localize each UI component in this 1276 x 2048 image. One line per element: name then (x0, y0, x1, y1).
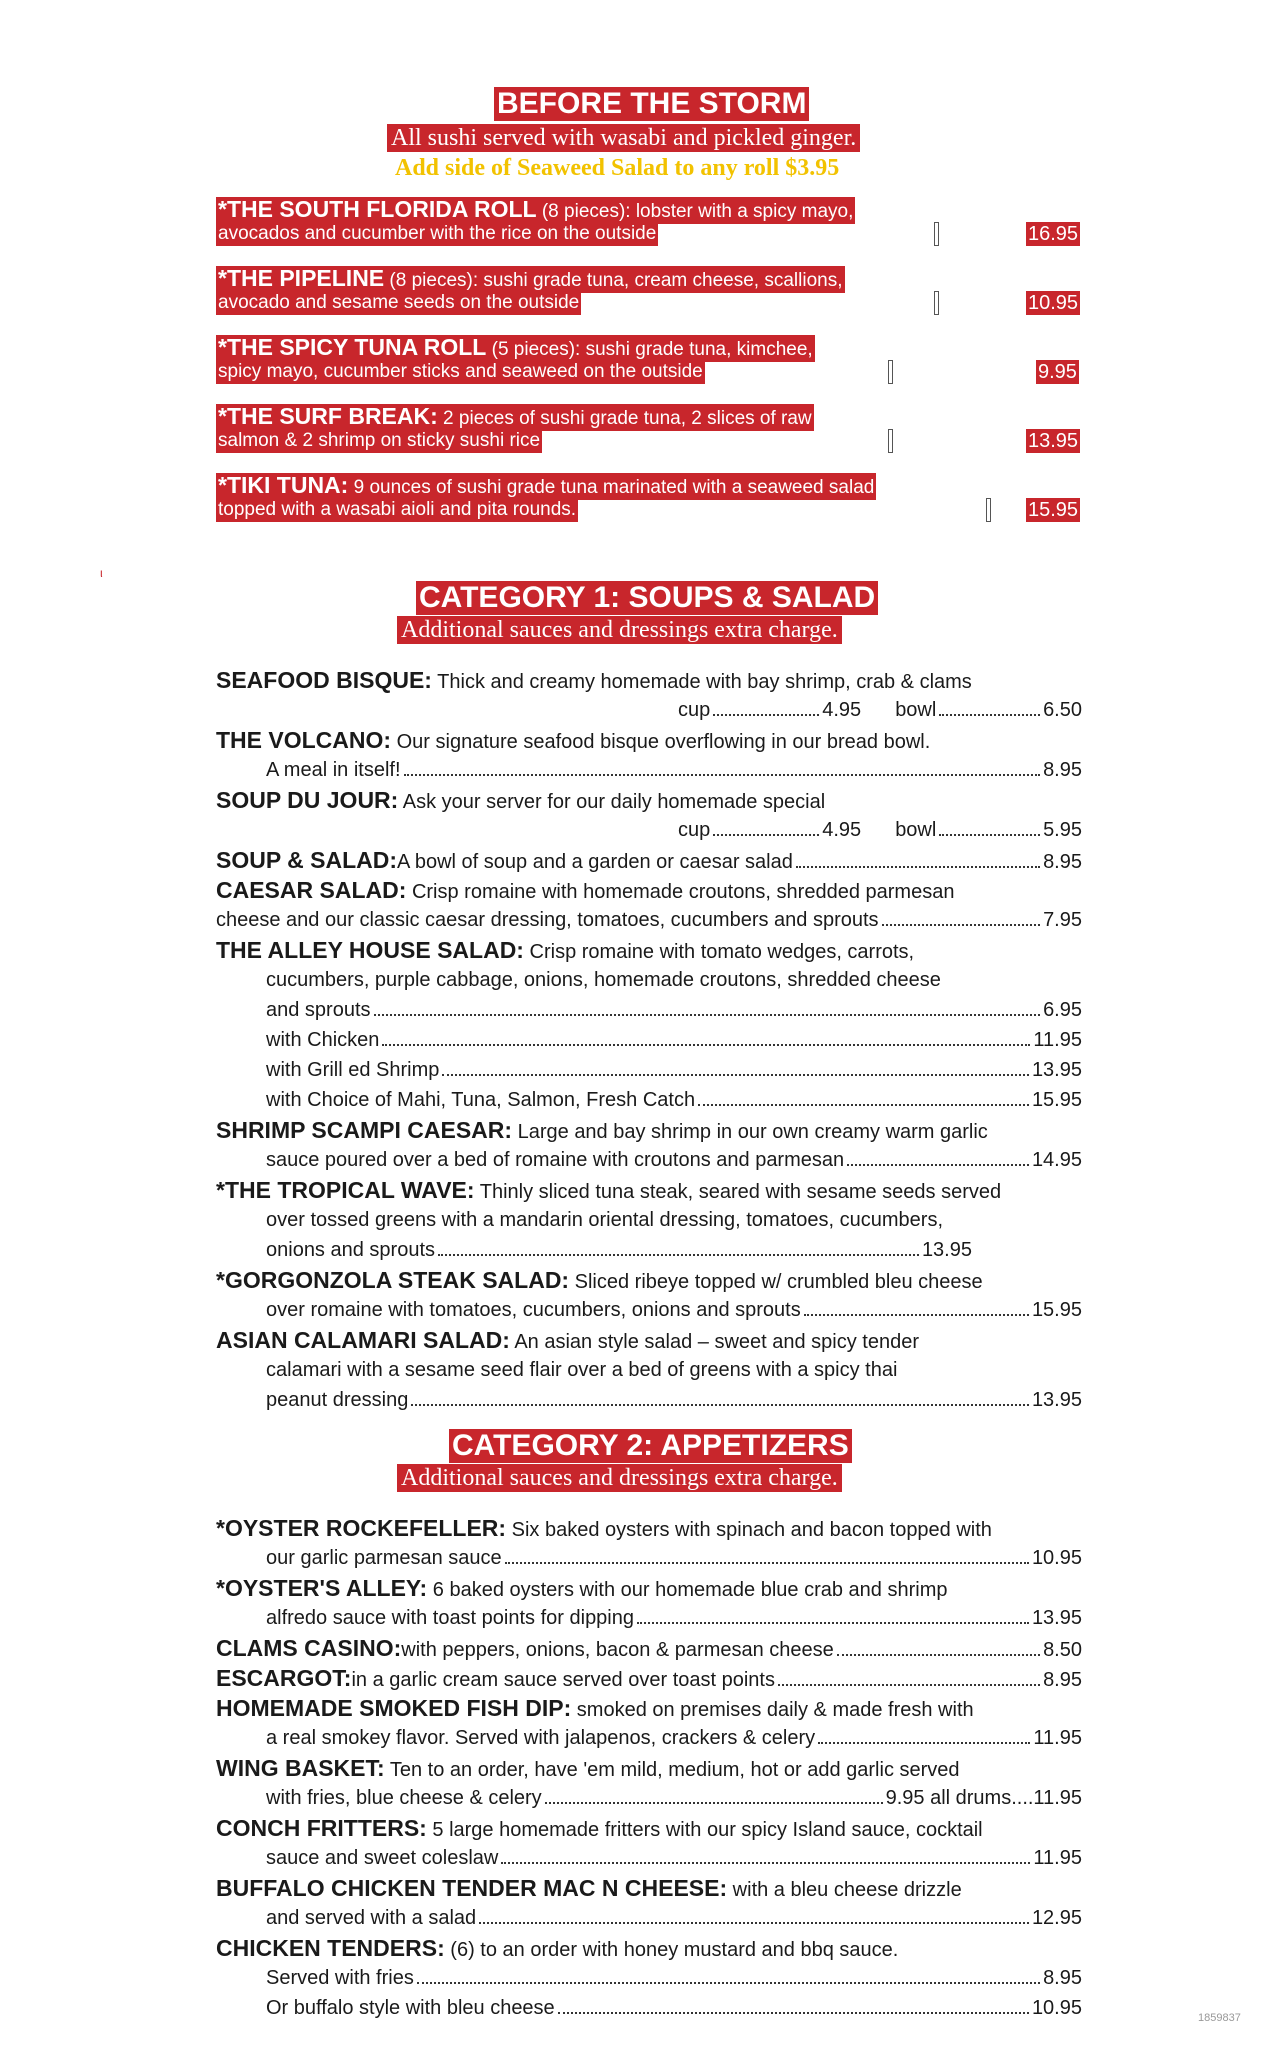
item-price: 12.95 (1031, 1907, 1082, 1929)
menu-item-alley-house (216, 935, 1082, 1115)
item-desc: (5 pieces): sushi grade tuna, kimchee, (486, 339, 813, 360)
tick-mark (986, 498, 991, 522)
option-row (216, 1085, 1082, 1115)
item-price: 6.95 (1043, 999, 1082, 1021)
list-item (216, 403, 814, 451)
item-desc-line2: cheese and our classic caesar dressing, tomatoes, cucumbers and sprouts (216, 909, 879, 931)
menu-item-escargot (216, 1663, 1082, 1693)
item-desc-line2: sauce poured over a bed of romaine with croutons and parmesan (266, 1149, 845, 1171)
item-price: 13.95 (1028, 430, 1079, 452)
menu-item-wing-basket (216, 1753, 1082, 1813)
item-name: *THE SPICY TUNA ROLL (218, 334, 487, 360)
item-name: SHRIMP SCAMPI CAESAR: (216, 1117, 513, 1143)
item-desc-line2: topped with a wasabi aioli and pita rounds. (218, 499, 577, 520)
bowl-label: bowl (895, 699, 937, 721)
item-name: ASIAN CALAMARI SALAD: (216, 1327, 510, 1353)
item-desc: 5 large homemade fritters with our spicy Island sauce, cocktail (426, 1819, 983, 1841)
option-price: 13.95 (1031, 1059, 1082, 1081)
item-desc: Thick and creamy homemade with bay shrimp, crab & clams (431, 671, 972, 693)
item-desc-line2: A meal in itself! (266, 759, 401, 781)
cup-price: 4.95 (822, 819, 862, 841)
option-label: with Choice of Mahi, Tuna, Salmon, Fresh Catch (266, 1089, 696, 1111)
item-price: 16.95 (1028, 223, 1079, 245)
item-price: 11.95 (1033, 1847, 1082, 1869)
menu-item-tropical-wave (216, 1175, 1082, 1265)
cup-label: cup (678, 819, 711, 841)
item-desc: Thinly sliced tuna steak, seared with sesame seeds served (474, 1181, 1002, 1203)
menu-item-oyster-rockefeller (216, 1513, 1082, 1573)
item-name: SOUP DU JOUR: (216, 787, 399, 813)
tick-mark (888, 429, 893, 453)
item-price: 7.95 (1043, 909, 1082, 931)
item-price: 11.95 (1033, 1727, 1082, 1749)
item-desc-line3: and sprouts (266, 999, 371, 1021)
item-desc-line2: alfredo sauce with toast points for dipping (266, 1607, 634, 1629)
item-desc: 9 ounces of sushi grade tuna marinated with a seaweed salad (348, 477, 875, 498)
item-name: *THE TROPICAL WAVE: (216, 1177, 475, 1203)
item-desc: smoked on premises daily & made fresh with (571, 1699, 974, 1721)
item-desc-line3: peanut dressing (266, 1389, 409, 1411)
item-price: 15.95 (1031, 1299, 1082, 1321)
storm-subtitle: All sushi served with wasabi and pickled ginger. (387, 124, 860, 152)
item-desc: 2 pieces of sushi grade tuna, 2 slices of raw (437, 408, 812, 429)
item-desc-line3: onions and sprouts (266, 1239, 436, 1261)
item-desc-line2: cucumbers, purple cabbage, onions, homemade croutons, shredded cheese (266, 969, 941, 991)
item-desc-line2: avocado and sesame seeds on the outside (218, 292, 580, 313)
menu-item-conch-fritters (216, 1813, 1082, 1873)
item-desc: Ask your server for our daily homemade special (398, 791, 826, 813)
seaweed-promo: Add side of Seaweed Salad to any roll $3.95 (395, 155, 840, 181)
item-price: 10.95 (1031, 1547, 1082, 1569)
item-desc-line2: sauce and sweet coleslaw (266, 1847, 499, 1869)
item-name: *THE SOUTH FLORIDA ROLL (218, 196, 537, 222)
item-desc-line2: and served with a salad (266, 1907, 477, 1929)
menu-item-oysters-alley (216, 1573, 1082, 1633)
tick-mark (934, 222, 939, 246)
item-name: HOMEMADE SMOKED FISH DIP: (216, 1695, 572, 1721)
bowl-price: 5.95 (1043, 819, 1082, 841)
item-desc: in a garlic cream sauce served over toast points (351, 1669, 775, 1691)
item-desc-line3: Or buffalo style with bleu cheese (266, 1997, 555, 2019)
item-desc: (8 pieces): sushi grade tuna, cream cheese, scallions, (384, 270, 843, 291)
menu-item-fish-dip (216, 1693, 1082, 1753)
menu-item-seafood-bisque (216, 665, 1082, 725)
bowl-price: 6.50 (1043, 699, 1082, 721)
item-price: 13.95 (1031, 1389, 1082, 1411)
item-name: CHICKEN TENDERS: (216, 1935, 445, 1961)
item-name: *OYSTER ROCKEFELLER: (216, 1515, 507, 1541)
item-desc: An asian style salad – sweet and spicy tender (509, 1331, 920, 1353)
item-price: 8.50 (1043, 1639, 1082, 1661)
tick-mark (888, 360, 893, 384)
item-desc: A bowl of soup and a garden or caesar salad (397, 851, 793, 873)
item-desc: Sliced ribeye topped w/ crumbled bleu cheese (569, 1271, 983, 1293)
item-name: CLAMS CASINO: (216, 1635, 402, 1661)
tick-mark (934, 291, 939, 315)
item-name: *THE PIPELINE (218, 265, 385, 291)
menu-item-soup-salad (216, 845, 1082, 875)
cat1-title: CATEGORY 1: SOUPS & SALAD (416, 581, 878, 615)
item-price: 14.95 (1031, 1149, 1082, 1171)
item-name: *THE SURF BREAK: (218, 403, 438, 429)
list-item (216, 196, 855, 244)
menu-item-asian-calamari (216, 1325, 1082, 1415)
menu-item-shrimp-scampi (216, 1115, 1082, 1175)
storm-title: BEFORE THE STORM (494, 87, 809, 121)
menu-item-volcano (216, 725, 1082, 785)
list-item (216, 472, 876, 520)
list-item (216, 334, 815, 382)
item-name: SEAFOOD BISQUE: (216, 667, 432, 693)
option-price: 11.95 (1033, 1029, 1082, 1051)
item-desc-line2: salmon & 2 shrimp on sticky sushi rice (218, 430, 541, 451)
option-label: with Grill ed Shrimp (266, 1059, 440, 1081)
item-name: SOUP & SALAD: (216, 847, 398, 873)
item-price: 8.95 (1043, 1967, 1082, 1989)
cat2-title: CATEGORY 2: APPETIZERS (449, 1429, 852, 1463)
menu-item-chicken-tenders (216, 1933, 1082, 2023)
item-desc: (6) to an order with honey mustard and bbq sauce. (444, 1939, 899, 1961)
item-desc: Large and bay shrimp in our own creamy warm garlic (512, 1121, 988, 1143)
menu-item-soup-du-jour (216, 785, 1082, 845)
cup-price: 4.95 (822, 699, 862, 721)
cup-label: cup (678, 699, 711, 721)
footer-code: 1859837 (1198, 2012, 1241, 2024)
item-name: *OYSTER'S ALLEY: (216, 1575, 428, 1601)
item-desc-line2: avocados and cucumber with the rice on the outside (218, 223, 657, 244)
item-name: THE VOLCANO: (216, 727, 392, 753)
item-price: 15.95 (1028, 499, 1079, 521)
menu-item-buffalo-mac (216, 1873, 1082, 1933)
item-desc-line2: spicy mayo, cucumber sticks and seaweed on the outside (218, 361, 703, 382)
item-name: BUFFALO CHICKEN TENDER MAC N CHEESE: (216, 1875, 728, 1901)
item-desc-line2: calamari with a sesame seed flair over a bed of greens with a spicy thai (266, 1359, 898, 1381)
option-label: with Chicken (266, 1029, 380, 1051)
cat2-subtitle: Additional sauces and dressings extra charge. (397, 1464, 842, 1492)
item-price: 9.95 all drums....11.95 (885, 1787, 1082, 1809)
item-price: 8.95 (1043, 1669, 1082, 1691)
item-desc-line2: Served with fries (266, 1967, 414, 1989)
item-price: 8.95 (1043, 851, 1082, 873)
menu-item-clams-casino (216, 1633, 1082, 1663)
item-desc: Six baked oysters with spinach and bacon topped with (506, 1519, 992, 1541)
stray-mark: ι (100, 566, 103, 580)
item-desc-line2: over tossed greens with a mandarin oriental dressing, tomatoes, cucumbers, (266, 1209, 944, 1231)
list-item (216, 265, 845, 313)
item-price: 8.95 (1043, 759, 1082, 781)
option-row (216, 1055, 1082, 1085)
cat1-subtitle: Additional sauces and dressings extra charge. (397, 616, 842, 644)
option-row (216, 1025, 1082, 1055)
item-price: 13.95 (921, 1239, 972, 1261)
item-desc: Our signature seafood bisque overflowing in our bread bowl. (391, 731, 931, 753)
item-desc: (8 pieces): lobster with a spicy mayo, (536, 201, 854, 222)
item-price-buffalo: 10.95 (1031, 1997, 1082, 2019)
item-name: CONCH FRITTERS: (216, 1815, 427, 1841)
item-desc-line2: our garlic parmesan sauce (266, 1547, 502, 1569)
item-desc-line2: a real smokey flavor. Served with jalapenos, crackers & celery (266, 1727, 816, 1749)
menu-item-caesar (216, 875, 1082, 935)
menu-item-gorgonzola (216, 1265, 1082, 1325)
item-name: THE ALLEY HOUSE SALAD: (216, 937, 524, 963)
bowl-label: bowl (895, 819, 937, 841)
item-desc: with peppers, onions, bacon & parmesan cheese (401, 1639, 834, 1661)
item-name: ESCARGOT: (216, 1665, 352, 1691)
item-name: *TIKI TUNA: (218, 472, 349, 498)
item-desc-line2: over romaine with tomatoes, cucumbers, onions and sprouts (266, 1299, 801, 1321)
item-desc: Ten to an order, have 'em mild, medium, hot or add garlic served (384, 1759, 960, 1781)
item-desc: Crisp romaine with tomato wedges, carrots, (523, 941, 915, 963)
option-price: 15.95 (1031, 1089, 1082, 1111)
item-name: *GORGONZOLA STEAK SALAD: (216, 1267, 570, 1293)
item-desc: with a bleu cheese drizzle (727, 1879, 962, 1901)
item-desc: Crisp romaine with homemade croutons, shredded parmesan (406, 881, 955, 903)
item-name: WING BASKET: (216, 1755, 385, 1781)
item-desc-line2: with fries, blue cheese & celery (266, 1787, 542, 1809)
item-desc: 6 baked oysters with our homemade blue crab and shrimp (427, 1579, 948, 1601)
item-price: 10.95 (1028, 292, 1079, 314)
item-price: 9.95 (1038, 361, 1077, 383)
item-name: CAESAR SALAD: (216, 877, 407, 903)
item-price: 13.95 (1031, 1607, 1082, 1629)
